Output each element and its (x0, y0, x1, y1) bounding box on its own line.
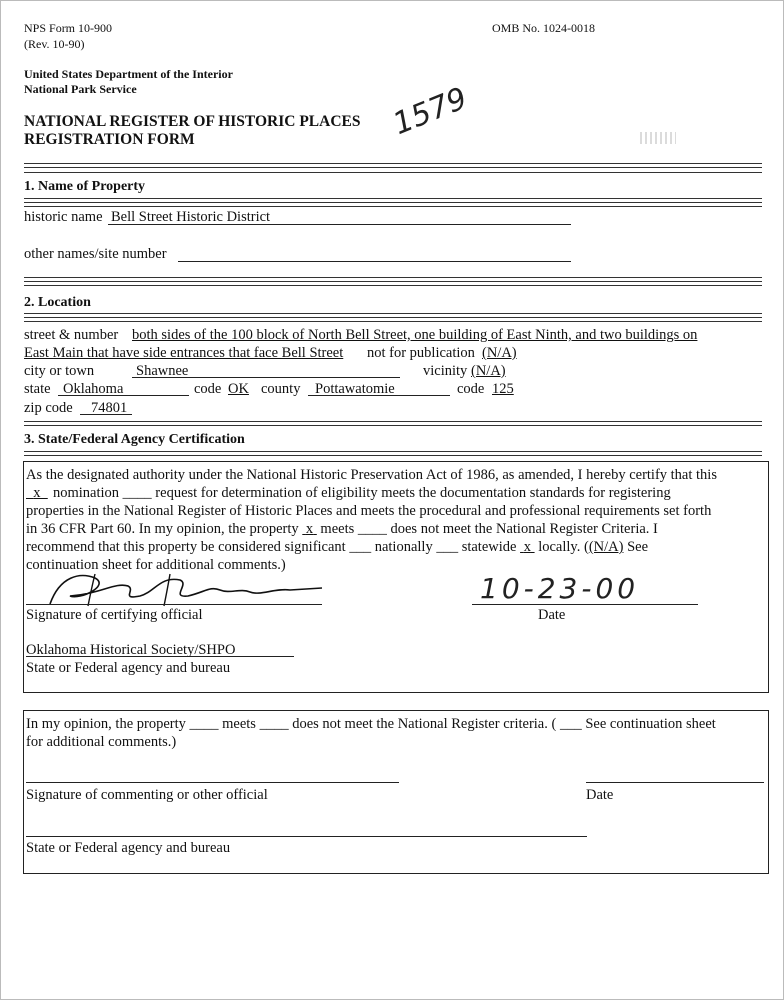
commenting-agency-line[interactable] (26, 836, 587, 837)
rule (24, 313, 762, 314)
form-number: NPS Form 10-900 (24, 21, 113, 35)
section1-heading: 1. Name of Property (24, 179, 146, 194)
other-names-line[interactable] (178, 261, 571, 262)
commenting-signature-label: Signature of commenting or other official (26, 787, 268, 803)
historic-name-label: historic name (24, 209, 103, 225)
cert-line-5: recommend that this property be considered significant ___ nationally ___ statewide x locally. ((N/A) See (26, 539, 649, 555)
city-label: city or town (24, 363, 95, 379)
certification-date-label: Date (538, 607, 566, 623)
zip-value[interactable]: 74801 (91, 400, 128, 416)
commenting-date-label: Date (586, 787, 614, 803)
rule (24, 317, 762, 318)
rule (24, 167, 762, 168)
locally-check[interactable]: x (523, 539, 531, 555)
county-line (308, 395, 450, 396)
rule (24, 321, 762, 322)
state-line (58, 395, 189, 396)
cert-line-2: nomination ____ request for determination of eligibility meets the documentation standards for registering (53, 485, 671, 501)
cert-line-1: As the designated authority under the National Historic Preservation Act of 1986, as amended, I hereby certify that this (26, 467, 717, 483)
vicinity-label: vicinity (423, 363, 468, 379)
handwritten-number: 1579 (388, 80, 473, 143)
cert-line-3: properties in the National Register of Historic Places and meets the procedural and professional requirements set forth (26, 503, 712, 519)
cert-na[interactable]: (N/A) (588, 539, 624, 555)
certification-date-value[interactable]: 10-23-00 (480, 572, 640, 605)
certifying-agency-label: State or Federal agency and bureau (26, 660, 231, 676)
state-value[interactable]: Oklahoma (63, 381, 124, 397)
street-value-2[interactable]: East Main that have side entrances that face Bell Street (24, 345, 344, 361)
service: National Park Service (24, 82, 137, 96)
historic-name-value[interactable]: Bell Street Historic District (111, 209, 271, 225)
county-label: county (261, 381, 301, 397)
certifying-signature-label: Signature of certifying official (26, 607, 203, 623)
not-for-publication-value[interactable]: (N/A) (482, 345, 517, 361)
stamp-mark (640, 132, 676, 144)
rule (24, 163, 762, 164)
rule (24, 172, 762, 173)
city-line (132, 377, 400, 378)
county-value[interactable]: Pottawatomie (315, 381, 395, 397)
code-label: code (194, 381, 222, 397)
code-value[interactable]: OK (228, 381, 249, 397)
cert-nomination-check[interactable] (26, 485, 48, 502)
certifying-agency-line (26, 656, 294, 657)
rule (24, 421, 762, 422)
cert-line-6: continuation sheet for additional comments.) (26, 557, 286, 573)
section2-heading: 2. Location (24, 295, 91, 310)
meets-check[interactable]: x (305, 521, 314, 537)
street-label: street & number (24, 327, 119, 343)
certifying-signature-line[interactable] (26, 604, 322, 605)
street-value-1[interactable]: both sides of the 100 block of North Bell Street, one building of East Ninth, and two buildings on (132, 327, 698, 343)
rule (24, 425, 762, 426)
zip-label: zip code (24, 400, 73, 416)
county-code-label: code (457, 381, 485, 397)
city-value[interactable]: Shawnee (136, 363, 189, 379)
rule (24, 202, 762, 203)
rule (24, 455, 762, 456)
commenting-date-line[interactable] (586, 782, 764, 783)
certifying-agency-value[interactable]: Oklahoma Historical Society/SHPO (26, 642, 236, 658)
rule (24, 451, 762, 452)
certification-date-line (472, 604, 698, 605)
historic-name-line (108, 224, 571, 225)
section3-heading: 3. State/Federal Agency Certification (24, 432, 245, 447)
vicinity-value[interactable]: (N/A) (471, 363, 506, 379)
rule (24, 285, 762, 286)
not-for-publication-label: not for publication (367, 345, 475, 361)
rule (24, 198, 762, 199)
form-subtitle: REGISTRATION FORM (24, 131, 195, 148)
commenting-signature-line[interactable] (26, 782, 399, 783)
rule (24, 206, 762, 207)
form-title: NATIONAL REGISTER OF HISTORIC PLACES (24, 113, 361, 130)
opinion-line-1: In my opinion, the property ____ meets ____ does not meet the National Register criteria. ( ___ See continuation sheet (26, 716, 716, 732)
other-names-label: other names/site number (24, 246, 167, 262)
form-revision: (Rev. 10-90) (24, 37, 85, 51)
rule (24, 277, 762, 278)
opinion-line-2: for additional comments.) (26, 734, 177, 750)
county-code-value[interactable]: 125 (492, 381, 514, 397)
commenting-agency-label: State or Federal agency and bureau (26, 840, 231, 856)
cert-line-4: in 36 CFR Part 60. In my opinion, the property x meets ____ does not meet the National Register Criteria. I (26, 521, 658, 537)
department: United States Department of the Interior (24, 67, 233, 81)
omb-number: OMB No. 1024-0018 (492, 21, 596, 35)
state-label: state (24, 381, 51, 397)
rule (24, 281, 762, 282)
cert-x: x (33, 485, 41, 501)
zip-line (80, 414, 132, 415)
